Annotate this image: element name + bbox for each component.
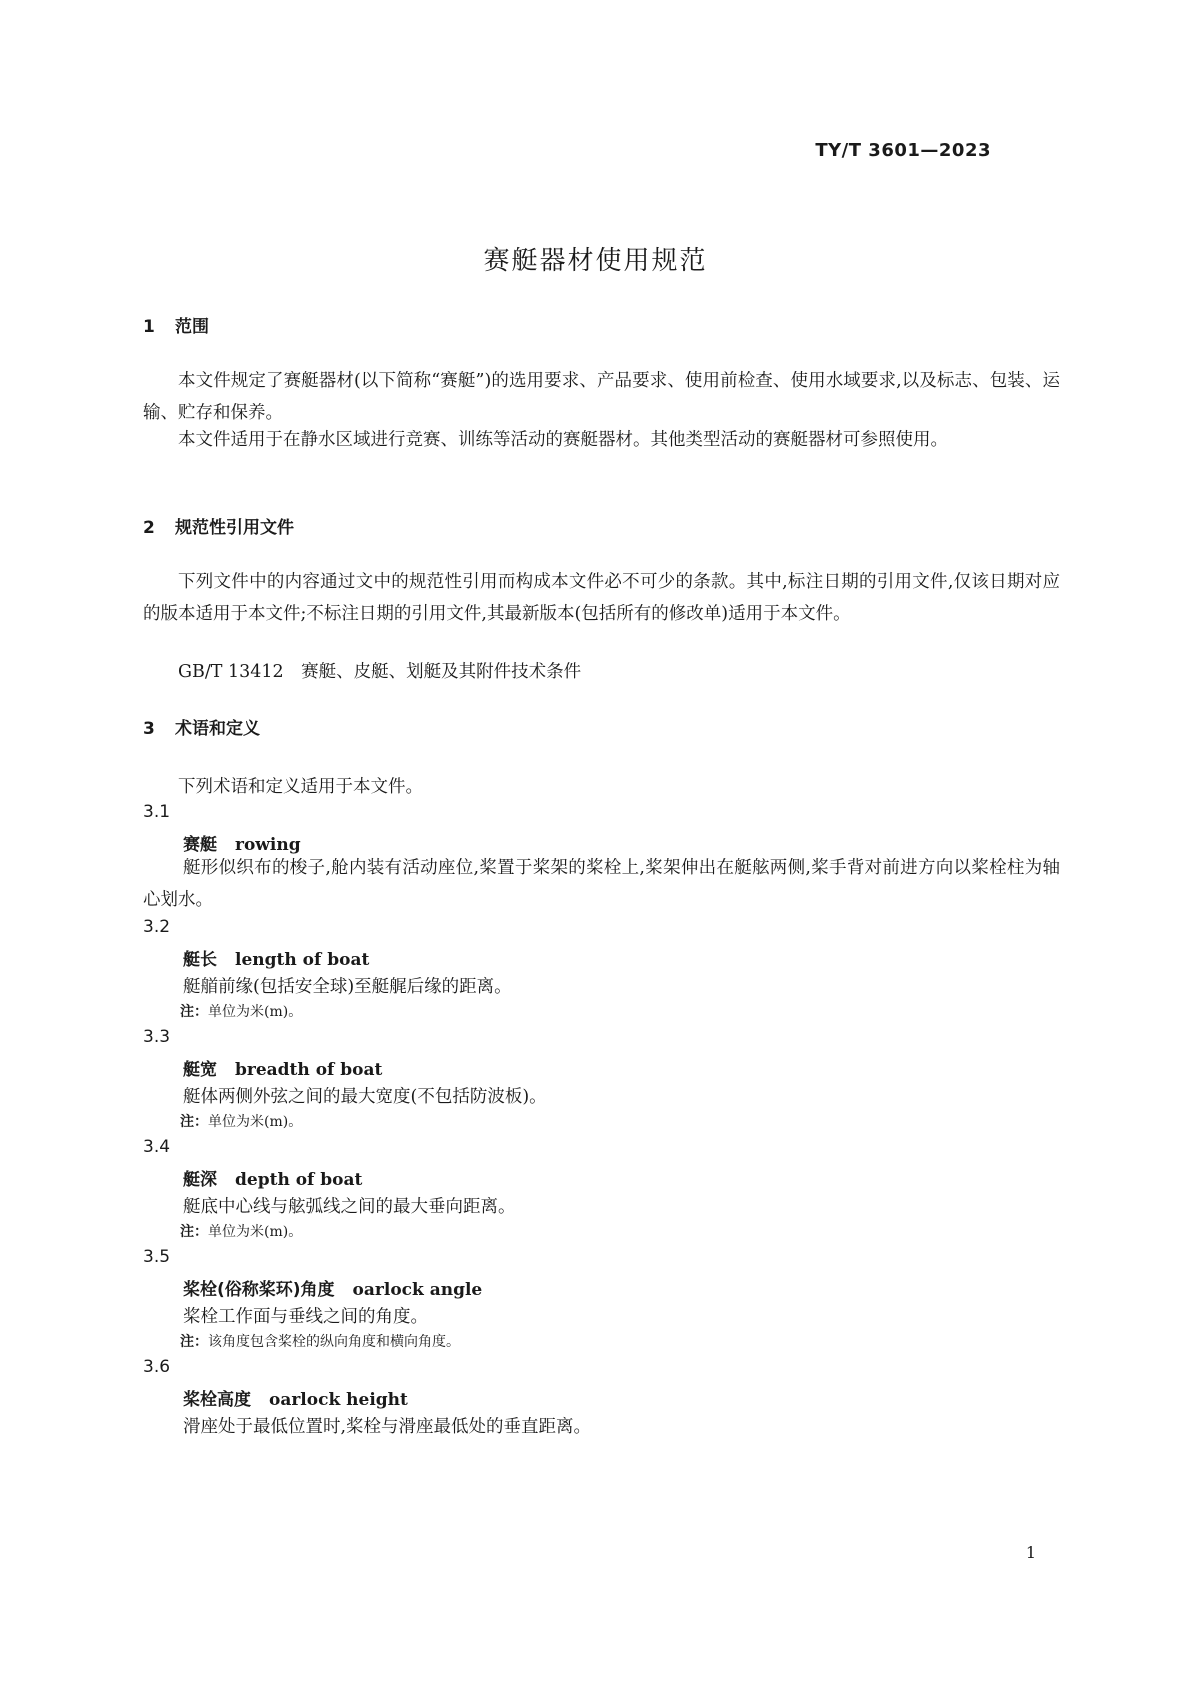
document-title: 赛艇器材使用规范 <box>483 246 708 276</box>
term-number: 3.3 <box>143 1027 171 1047</box>
term-en: depth of boat <box>235 1170 363 1190</box>
page-number: 1 <box>1025 1543 1036 1562</box>
term-number: 3.6 <box>143 1357 171 1377</box>
normative-reference: GB/T 13412 赛艇、皮艇、划艇及其附件技术条件 <box>178 662 582 682</box>
term-zh: 艇长 <box>183 950 217 970</box>
section-title: 范围 <box>175 317 209 337</box>
term-note <box>180 1221 302 1241</box>
term-note <box>180 1111 302 1131</box>
note-label: 注： <box>180 1114 208 1130</box>
section-1-paragraph-1: 本文件规定了赛艇器材(以下简称“赛艇”)的选用要求、产品要求、使用前检查、使用水域要求,以及标志、包装、运输、贮存和保养。 <box>143 371 1060 423</box>
section-heading-1 <box>143 312 209 337</box>
note-text: 单位为米(m)。 <box>208 1004 303 1020</box>
document-code: TY/T 3601—2023 <box>815 140 991 161</box>
term-definition: 艇艏前缘(包括安全球)至艇艉后缘的距离。 <box>183 977 512 997</box>
section-title: 术语和定义 <box>175 719 260 739</box>
term-zh: 艇宽 <box>183 1060 217 1080</box>
term-zh: 艇深 <box>183 1170 217 1190</box>
term-definition: 艇体两侧外弦之间的最大宽度(不包括防波板)。 <box>183 1087 547 1107</box>
term-zh: 桨栓(俗称桨环)角度 <box>183 1280 335 1300</box>
term-zh: 赛艇 <box>183 835 217 855</box>
section-number: 2 <box>143 518 155 538</box>
term-heading <box>183 1385 408 1410</box>
term-heading <box>183 1165 362 1190</box>
section-1-paragraph-2: 本文件适用于在静水区域进行竞赛、训练等活动的赛艇器材。其他类型活动的赛艇器材可参照使用。 <box>178 430 948 450</box>
term-definition: 滑座处于最低位置时,桨栓与滑座最低处的垂直距离。 <box>183 1417 592 1437</box>
term-en: breadth of boat <box>235 1060 383 1080</box>
note-label: 注： <box>180 1334 208 1350</box>
note-text: 该角度包含桨栓的纵向角度和横向角度。 <box>208 1334 460 1350</box>
term-zh: 桨栓高度 <box>183 1390 251 1410</box>
term-definition: 艇底中心线与舷弧线之间的最大垂向距离。 <box>183 1197 516 1217</box>
section-heading-3 <box>143 714 260 739</box>
note-label: 注： <box>180 1224 208 1240</box>
note-text: 单位为米(m)。 <box>208 1114 303 1130</box>
section-number: 1 <box>143 317 155 337</box>
term-number: 3.1 <box>143 802 171 822</box>
term-note <box>180 1001 302 1021</box>
term-number: 3.5 <box>143 1247 171 1267</box>
term-en: oarlock height <box>269 1390 408 1410</box>
section-number: 3 <box>143 719 155 739</box>
term-heading <box>183 1055 382 1080</box>
note-text: 单位为米(m)。 <box>208 1224 303 1240</box>
term-en: oarlock angle <box>352 1280 483 1300</box>
term-note <box>180 1331 460 1351</box>
term-number: 3.4 <box>143 1137 171 1157</box>
section-title: 规范性引用文件 <box>175 518 294 538</box>
term-heading <box>183 945 369 970</box>
note-label: 注： <box>180 1004 208 1020</box>
term-number: 3.2 <box>143 917 171 937</box>
term-en: length of boat <box>235 950 370 970</box>
term-heading <box>183 1275 482 1300</box>
term-definition: 桨栓工作面与垂线之间的角度。 <box>183 1307 428 1327</box>
section-3-intro: 下列术语和定义适用于本文件。 <box>178 777 423 797</box>
section-2-paragraph-1: 下列文件中的内容通过文中的规范性引用而构成本文件必不可少的条款。其中,标注日期的引用文件,仅该日期对应的版本适用于本文件;不标注日期的引用文件,其最新版本(包括所有的修改单)适用于本文件。 <box>143 572 1060 624</box>
term-definition: 艇形似织布的梭子,舱内装有活动座位,桨置于桨架的桨栓上,桨架伸出在艇舷两侧,桨手背对前进方向以桨栓柱为轴心划水。 <box>143 858 1060 910</box>
term-en: rowing <box>235 835 301 855</box>
section-heading-2 <box>143 513 294 538</box>
